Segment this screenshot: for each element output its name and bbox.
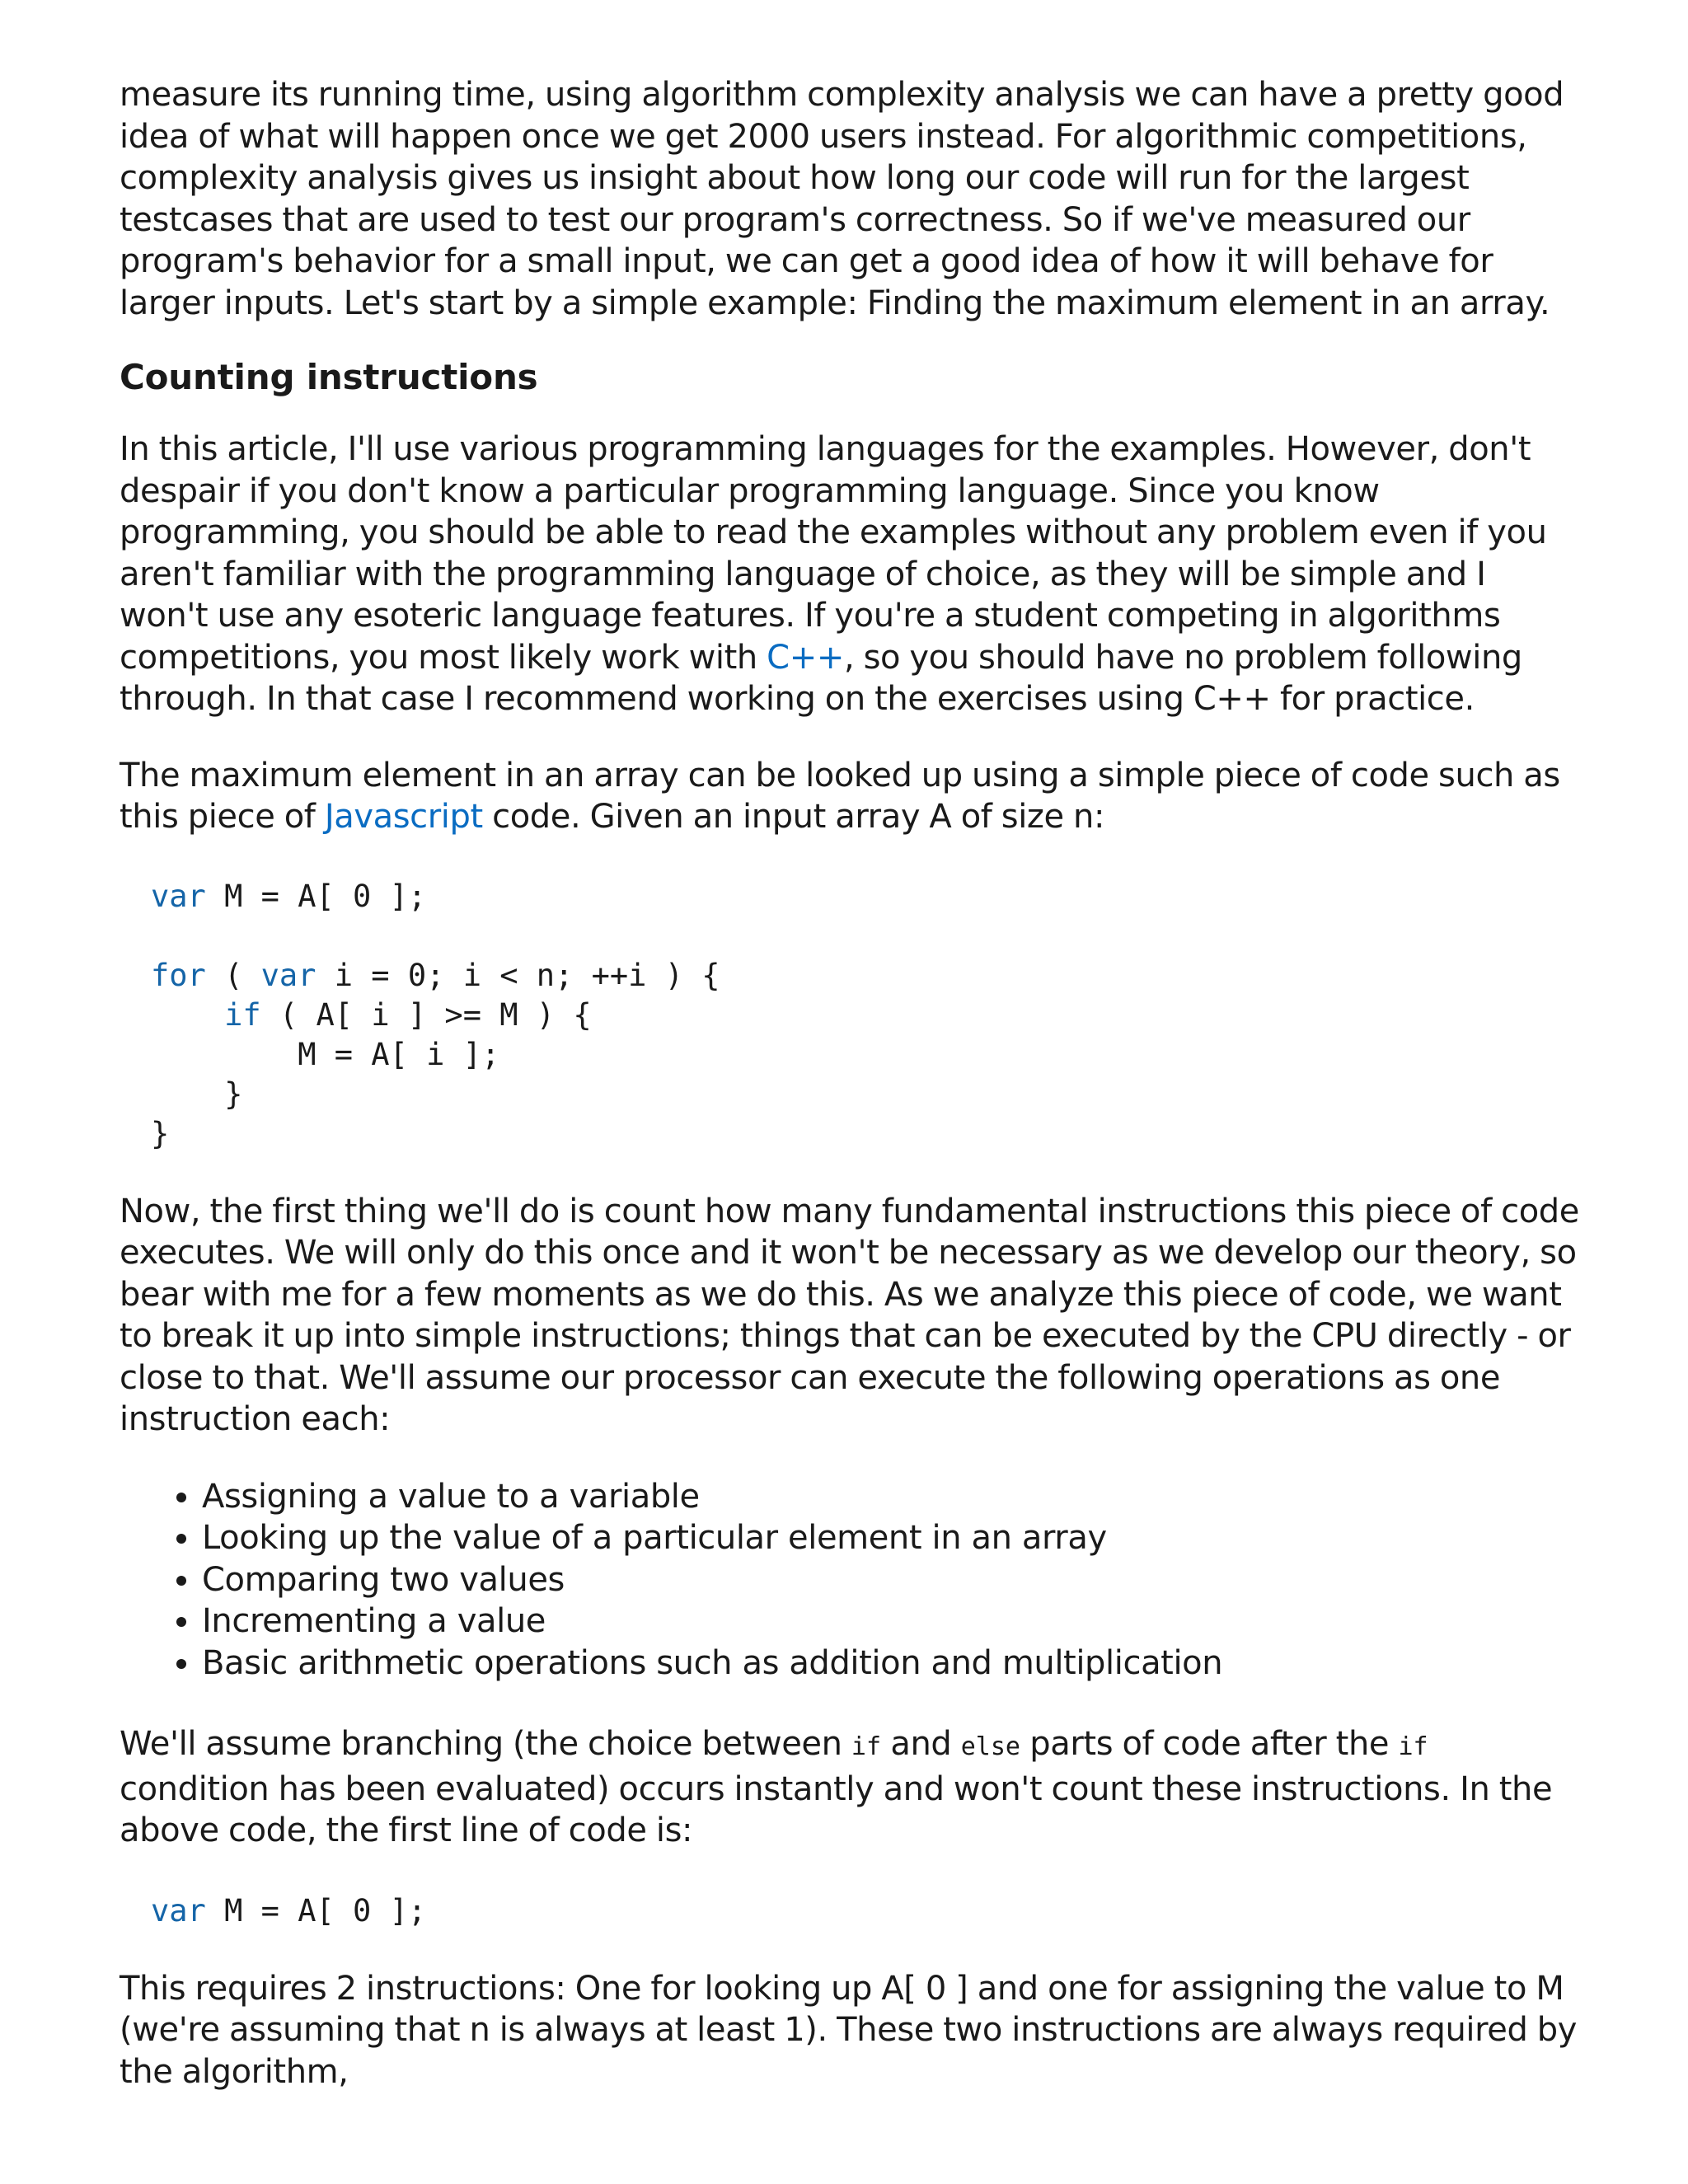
inline-code: if — [1398, 1732, 1428, 1761]
text: condition has been evaluated) occurs instantly and won't count these instructions. In the above code, the first line of code is: — [120, 1769, 1553, 1849]
branching-paragraph — [120, 1723, 1581, 1852]
text: , so you should have no problem following through. In that case I recommend working on the exercises using C++ for practice. — [120, 638, 1522, 718]
text: parts of code after the — [1020, 1725, 1399, 1763]
code-keyword: var — [151, 878, 206, 914]
code-keyword: if — [224, 996, 261, 1033]
text: We'll assume branching (the choice between — [120, 1725, 851, 1763]
code-block-first-line — [120, 1891, 1581, 1931]
inline-code: if — [851, 1732, 882, 1761]
code-keyword: var — [151, 1892, 206, 1929]
code-text: M = A[ i ]; — [151, 1036, 500, 1072]
inline-code: else — [960, 1732, 1020, 1761]
code-keyword: var — [260, 957, 316, 993]
code-text: i = 0; i < n; ++i ) { — [316, 957, 720, 993]
code-text: M = A[ 0 ]; — [205, 878, 427, 914]
javascript-link[interactable]: Javascript — [324, 798, 483, 836]
max-element-paragraph — [120, 755, 1581, 838]
list-item: • Basic arithmetic operations such as addition and multiplication — [202, 1643, 1581, 1685]
text: code. Given an input array A of size n: — [482, 798, 1105, 836]
languages-paragraph — [120, 429, 1581, 720]
text: The maximum element in an array can be looked up using a simple piece of code such as this piece of — [120, 756, 1560, 836]
operations-list — [120, 1476, 1581, 1685]
code-text: ( — [205, 957, 261, 993]
code-block-max — [120, 877, 1581, 1154]
text: In this article, I'll use various programming languages for the examples. However, don't despair if you don't know a particular programming language. Since you know programming, you should be able to read the examples without any problem even if you aren't familiar with the programming language of choice, as they will be simple and I won't use any esoteric language features. If you're a student competing in algorithms competitions, you most likely work with — [120, 430, 1547, 677]
code-keyword: for — [151, 957, 206, 993]
list-item: • Assigning a value to a variable — [202, 1476, 1581, 1518]
list-item: • Incrementing a value — [202, 1601, 1581, 1643]
list-item: • Looking up the value of a particular element in an array — [202, 1517, 1581, 1559]
instructions-paragraph: This requires 2 instructions: One for looking up A[ 0 ] and one for assigning the value to M (we're assuming that n is always at least 1). These two instructions are always required by the algorithm, — [120, 1969, 1578, 2091]
code-indent — [151, 997, 224, 1033]
code-text: } — [151, 1076, 243, 1112]
text: and — [881, 1725, 961, 1763]
code-text: ( A[ i ] >= M ) { — [260, 996, 592, 1033]
list-item: • Comparing two values — [202, 1559, 1581, 1601]
code-text: M = A[ 0 ]; — [205, 1892, 427, 1929]
intro-paragraph: measure its running time, using algorithm complexity analysis we can have a pretty good idea of what will happen once we get 2000 users instead. For algorithmic competitions, complexity analysis gives us insight about how long our code will run for the largest testcases that are used to test our program's correctness. So if we've measured our program's behavior for a small input, we can get a good idea of how it will behave for larger inputs. Let's start by a simple example: Finding the maximum element in an array. — [120, 76, 1564, 322]
counting-paragraph: Now, the first thing we'll do is count how many fundamental instructions this piece of code executes. We will only do this once and it won't be necessary as we develop our theory, so bear with me for a few moments as we do this. As we analyze this piece of code, we want to break it up into simple instructions; things that can be executed by the CPU directly - or close to that. We'll assume our processor can execute the following operations as one instruction each: — [120, 1192, 1579, 1438]
section-heading: Counting instructions — [120, 357, 538, 397]
code-text: } — [151, 1115, 170, 1151]
cpp-link[interactable]: C++ — [767, 638, 844, 677]
